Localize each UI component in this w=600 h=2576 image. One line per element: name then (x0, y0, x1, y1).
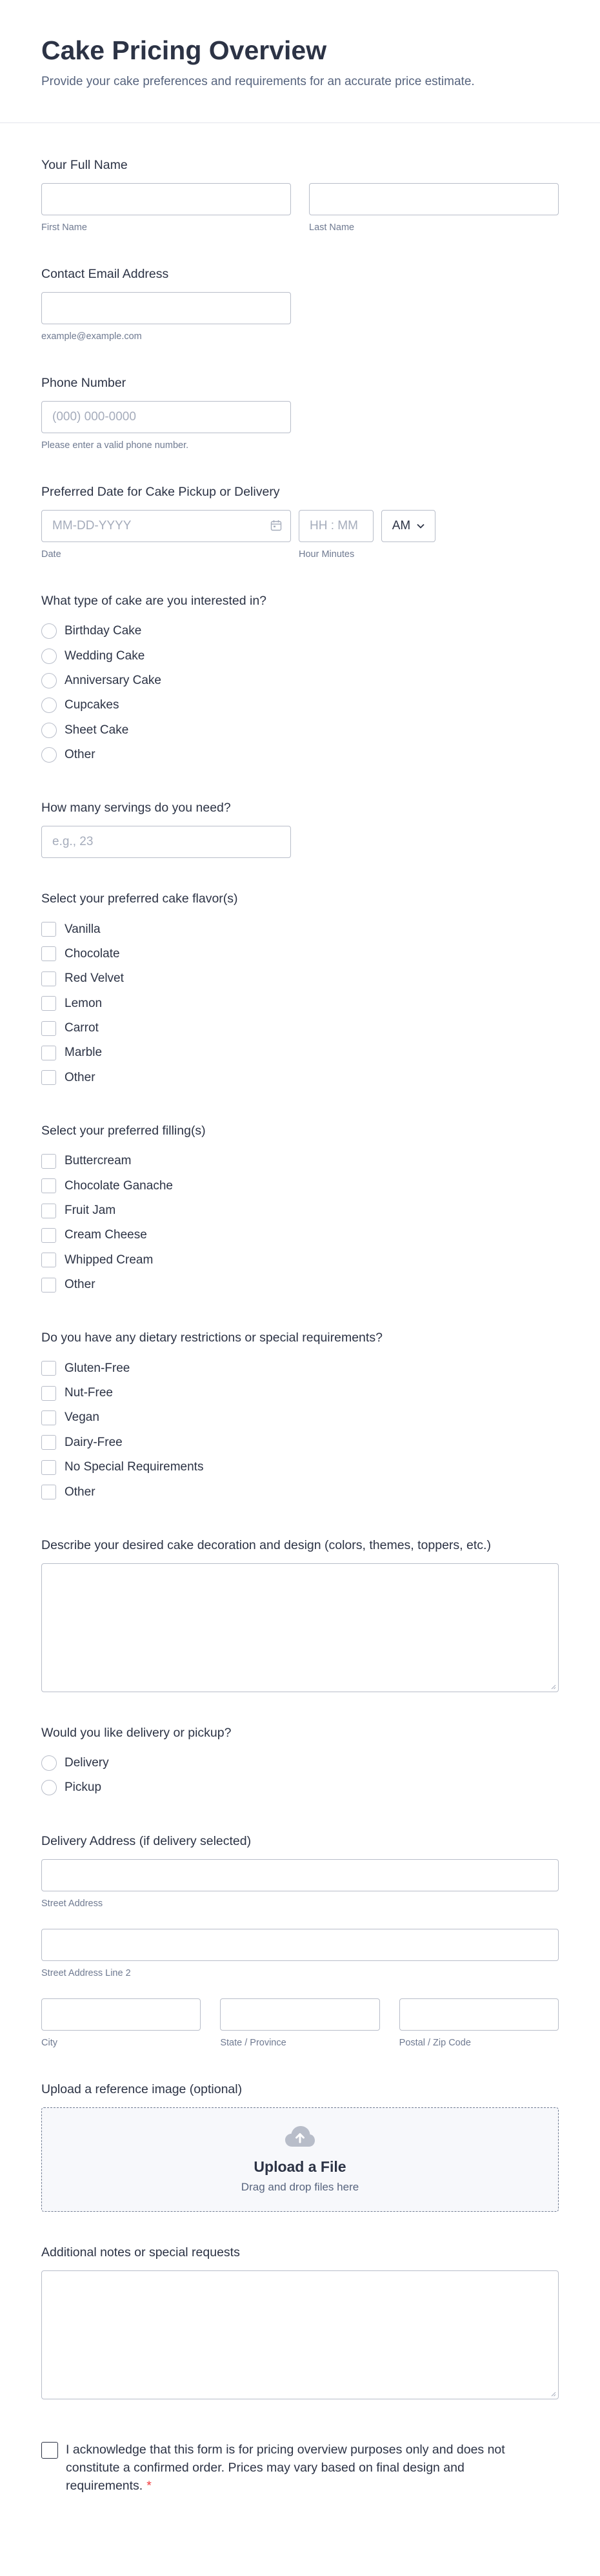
checkbox-option[interactable] (41, 1455, 559, 1479)
checkbox-option[interactable] (41, 917, 559, 941)
option-label: Other (65, 748, 95, 762)
checkbox-option[interactable] (41, 942, 559, 966)
full-name-label: Your Full Name (41, 158, 128, 172)
checkbox-option[interactable] (41, 1066, 559, 1090)
checkbox[interactable] (41, 1070, 56, 1085)
zip-sublabel: Postal / Zip Code (399, 2037, 471, 2048)
checkbox-option[interactable] (41, 1430, 559, 1455)
option-label: Cream Cheese (65, 1228, 147, 1242)
page-title: Cake Pricing Overview (41, 35, 327, 65)
email-input[interactable] (41, 292, 291, 324)
servings-label: How many servings do you need? (41, 801, 231, 815)
radio-button[interactable] (41, 673, 57, 688)
resize-handle-icon[interactable] (550, 2390, 556, 2397)
email-sublabel: example@example.com (41, 331, 142, 342)
ampm-select[interactable] (381, 510, 435, 542)
radio-option[interactable] (41, 1775, 559, 1800)
checkbox[interactable] (41, 1361, 56, 1376)
date-label: Preferred Date for Cake Pickup or Delivery (41, 485, 280, 499)
option-label: Anniversary Cake (65, 673, 161, 687)
street-address-input[interactable] (41, 1859, 559, 1891)
option-label: Dairy-Free (65, 1435, 123, 1449)
date-sublabel: Date (41, 549, 61, 560)
radio-button[interactable] (41, 723, 57, 738)
radio-option[interactable] (41, 718, 559, 743)
checkbox-option[interactable] (41, 1173, 559, 1198)
city-sublabel: City (41, 2037, 57, 2048)
dietary-field (41, 1329, 559, 1504)
servings-input[interactable] (41, 826, 291, 858)
option-label: Buttercream (65, 1154, 132, 1168)
design-label: Describe your desired cake decoration and design (colors, themes, toppers, etc.) (41, 1537, 491, 1552)
radio-button[interactable] (41, 623, 57, 639)
checkbox-option[interactable] (41, 1273, 559, 1297)
street-address-sublabel: Street Address (41, 1898, 103, 1909)
last-name-sublabel: Last Name (309, 222, 355, 233)
radio-option[interactable] (41, 619, 559, 643)
notes-label: Additional notes or special requests (41, 2245, 240, 2259)
option-label: Other (65, 1278, 95, 1292)
checkbox-option[interactable] (41, 1016, 559, 1040)
option-label: Gluten-Free (65, 1361, 130, 1375)
radio-option[interactable] (41, 643, 559, 668)
radio-button[interactable] (41, 1755, 57, 1771)
notes-textarea[interactable] (41, 2270, 559, 2399)
radio-option[interactable] (41, 1751, 559, 1775)
full-name-field (41, 157, 559, 233)
file-upload-dropzone[interactable] (41, 2107, 559, 2212)
cake-type-label: What type of cake are you interested in? (41, 594, 267, 608)
radio-option[interactable] (41, 693, 559, 717)
time-sublabel: Hour Minutes (299, 549, 355, 560)
time-input[interactable] (299, 510, 374, 542)
upload-subtitle: Drag and drop files here (241, 2181, 359, 2194)
zip-input[interactable] (399, 1998, 559, 2031)
option-label: Vegan (65, 1410, 99, 1425)
option-label: Nut-Free (65, 1386, 113, 1400)
radio-option[interactable] (41, 668, 559, 693)
option-label: Carrot (65, 1021, 99, 1035)
notes-field (41, 2244, 559, 2399)
checkbox[interactable] (41, 1435, 56, 1450)
checkbox[interactable] (41, 1386, 56, 1401)
checkbox-option[interactable] (41, 1223, 559, 1247)
option-label: Lemon (65, 996, 103, 1010)
checkbox-option[interactable] (41, 1381, 559, 1405)
date-input[interactable] (41, 510, 291, 542)
street-address-2-input[interactable] (41, 1929, 559, 1961)
page-subtitle: Provide your cake preferences and requirements for an accurate price estimate. (41, 75, 475, 88)
checkbox-option[interactable] (41, 1040, 559, 1065)
calendar-icon[interactable] (270, 520, 282, 531)
acknowledgement-checkbox[interactable] (41, 2442, 58, 2459)
delivery-field (41, 1724, 559, 1800)
checkbox[interactable] (41, 946, 56, 961)
option-label: No Special Requirements (65, 1460, 204, 1474)
state-input[interactable] (220, 1998, 379, 2031)
radio-button[interactable] (41, 698, 57, 713)
design-textarea[interactable] (41, 1563, 559, 1692)
last-name-input[interactable] (309, 183, 559, 215)
checkbox[interactable] (41, 1154, 56, 1169)
checkbox[interactable] (41, 1410, 56, 1425)
delivery-label: Would you like delivery or pickup? (41, 1725, 232, 1740)
option-label: Birthday Cake (65, 624, 142, 638)
checkbox[interactable] (41, 1178, 56, 1193)
street-address-2-sublabel: Street Address Line 2 (41, 1967, 131, 1978)
first-name-sublabel: First Name (41, 222, 87, 233)
option-label: Wedding Cake (65, 649, 145, 663)
checkbox[interactable] (41, 1021, 56, 1036)
checkbox-option[interactable] (41, 1356, 559, 1380)
checkbox[interactable] (41, 1278, 56, 1293)
form-body (0, 157, 600, 2495)
checkbox[interactable] (41, 1253, 56, 1267)
upload-title: Upload a File (254, 2158, 346, 2176)
state-sublabel: State / Province (220, 2037, 286, 2048)
option-label: Whipped Cream (65, 1253, 154, 1267)
option-label: Vanilla (65, 922, 101, 936)
checkbox[interactable] (41, 922, 56, 937)
upload-label: Upload a reference image (optional) (41, 2082, 243, 2096)
radio-button[interactable] (41, 649, 57, 664)
checkbox[interactable] (41, 1485, 56, 1499)
checkbox[interactable] (41, 1204, 56, 1218)
option-label: Other (65, 1485, 95, 1499)
design-field (41, 1537, 559, 1692)
fillings-label: Select your preferred filling(s) (41, 1124, 206, 1138)
first-name-input[interactable] (41, 183, 291, 215)
email-label: Contact Email Address (41, 267, 169, 281)
option-label: Chocolate (65, 946, 120, 961)
option-label: Cupcakes (65, 698, 119, 712)
checkbox-option[interactable] (41, 1479, 559, 1504)
checkbox[interactable] (41, 996, 56, 1011)
radio-option[interactable] (41, 743, 559, 767)
option-label: Sheet Cake (65, 723, 129, 737)
fillings-field (41, 1122, 559, 1297)
checkbox[interactable] (41, 1228, 56, 1243)
option-label: Marble (65, 1046, 103, 1060)
option-label: Pickup (65, 1781, 102, 1795)
required-mark: * (146, 2478, 152, 2493)
option-label: Red Velvet (65, 971, 124, 986)
checkbox-option[interactable] (41, 966, 559, 991)
city-input[interactable] (41, 1998, 201, 2031)
flavors-field (41, 890, 559, 1090)
checkbox[interactable] (41, 1046, 56, 1060)
phone-input[interactable] (41, 401, 291, 433)
phone-label: Phone Number (41, 376, 126, 390)
address-label: Delivery Address (if delivery selected) (41, 1833, 252, 1848)
checkbox-option[interactable] (41, 1248, 559, 1273)
date-field (41, 483, 559, 560)
cake-type-field (41, 592, 559, 767)
checkbox-option[interactable] (41, 1405, 559, 1430)
phone-sublabel: Please enter a valid phone number. (41, 440, 189, 451)
dietary-label: Do you have any dietary restrictions or special requirements? (41, 1331, 383, 1345)
flavors-label: Select your preferred cake flavor(s) (41, 892, 238, 906)
checkbox[interactable] (41, 971, 56, 986)
address-field (41, 1833, 559, 2049)
upload-field (41, 2081, 559, 2212)
ampm-value: AM (392, 519, 411, 532)
checkbox-option[interactable] (41, 991, 559, 1016)
radio-button[interactable] (41, 747, 57, 763)
servings-field (41, 799, 559, 858)
chevron-down-icon (417, 523, 425, 529)
acknowledgement-label (66, 2441, 530, 2495)
form-header (0, 0, 600, 123)
checkbox-option[interactable] (41, 1149, 559, 1173)
acknowledgement-field (41, 2441, 559, 2495)
option-label: Delivery (65, 1755, 109, 1770)
option-label: Fruit Jam (65, 1204, 116, 1218)
option-label: Other (65, 1070, 95, 1084)
resize-handle-icon[interactable] (550, 1683, 556, 1690)
option-label: Chocolate Ganache (65, 1178, 173, 1193)
phone-field (41, 375, 559, 451)
email-field (41, 266, 559, 342)
checkbox[interactable] (41, 1460, 56, 1475)
checkbox-option[interactable] (41, 1198, 559, 1223)
cloud-upload-icon (284, 2125, 316, 2148)
acknowledgement-text: I acknowledge that this form is for pricing overview purposes only and does not constitute a confirmed order. Prices may vary based on final design and requirements. (66, 2442, 505, 2493)
radio-button[interactable] (41, 1780, 57, 1795)
